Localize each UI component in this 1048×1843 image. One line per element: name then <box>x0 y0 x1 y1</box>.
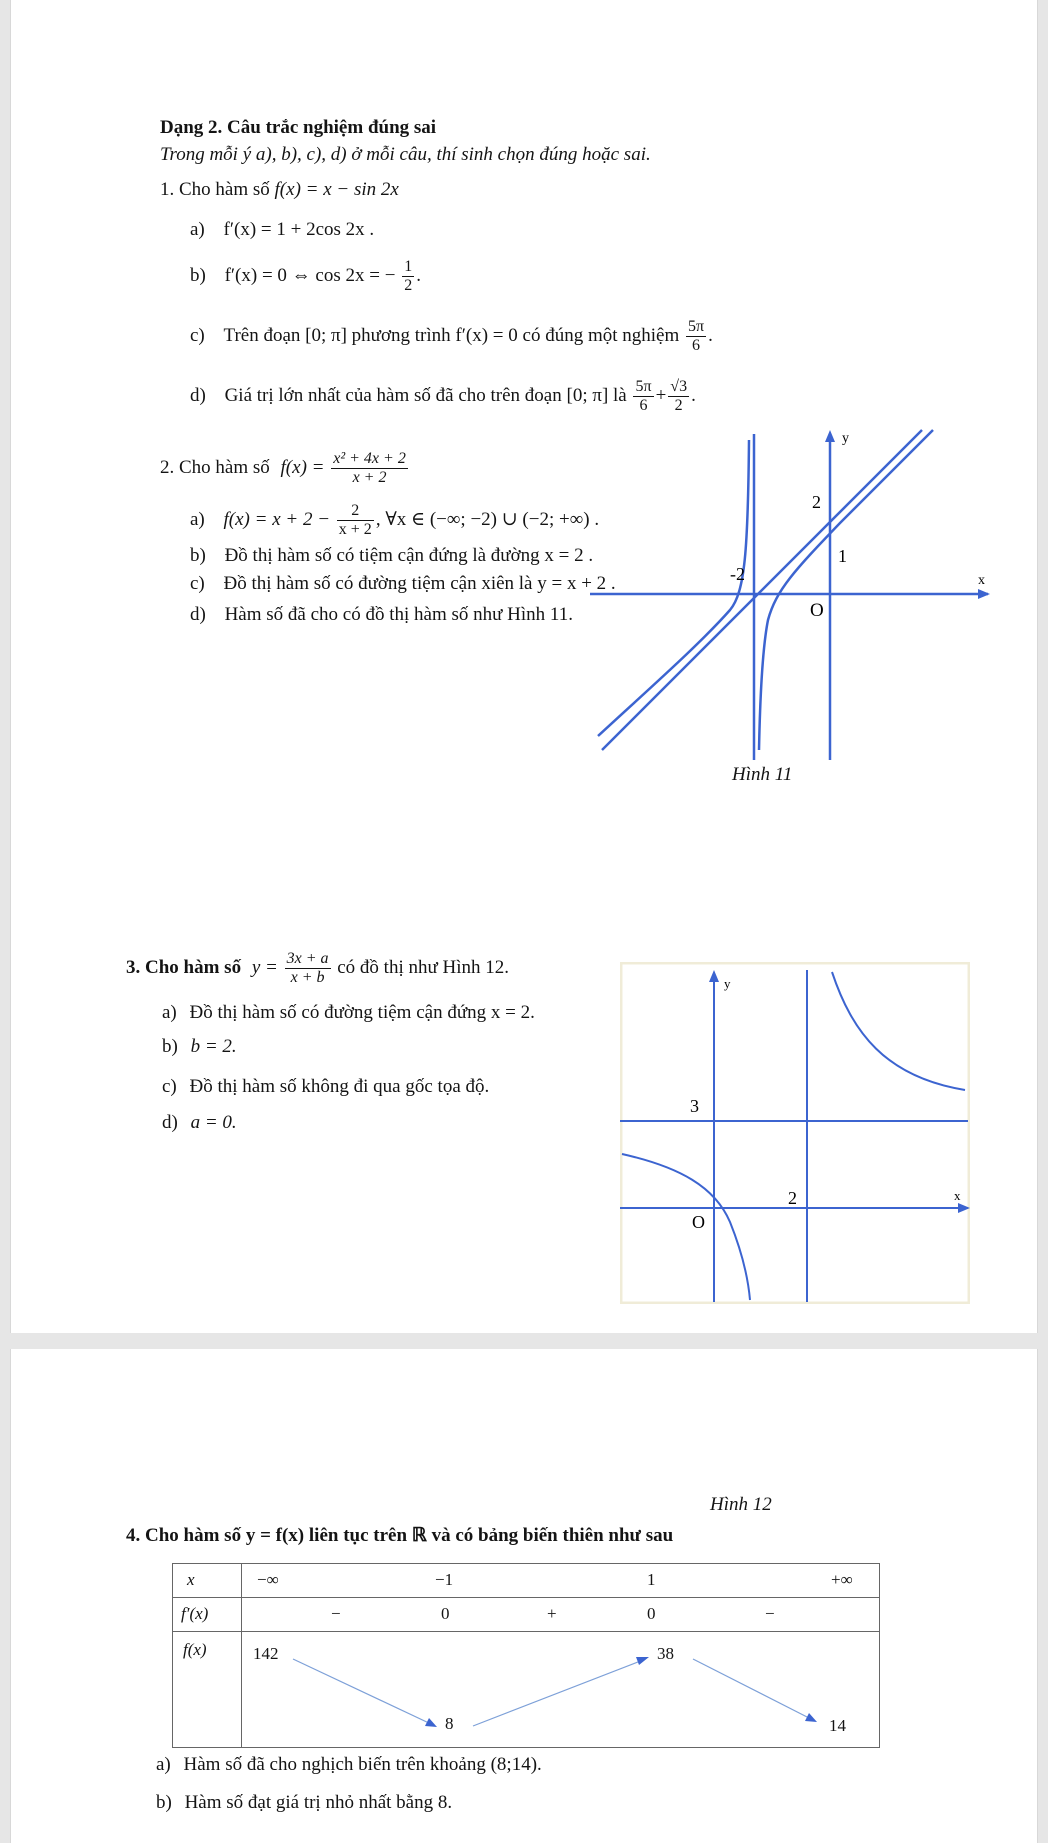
fig12-left-branch <box>622 1154 750 1300</box>
q4-b-text: Hàm số đạt giá trị nhỏ nhất bằng 8. <box>184 1792 453 1813</box>
q1-d-text: Giá trị lớn nhất của hàm số đã cho trên đoạn [0; π] là <box>224 384 627 406</box>
q3-option-d <box>162 1111 237 1135</box>
q1-b-label: b) <box>190 264 206 286</box>
q1-option-b: b) f′(x) = 0 ⇔ cos 2x = − $\frac{1}{2}$ . <box>190 258 421 294</box>
q1-option-d: d) Giá trị lớn nhất của hàm số đã cho trên đoạn [0; π] là $\frac{5\pi}{6}$ + $\frac{√3}{2}$ . <box>190 378 696 414</box>
q3-b-text: b = 2. <box>190 1036 237 1057</box>
vt-header-x: x <box>187 1570 195 1589</box>
q3-b-label: b) <box>162 1036 178 1057</box>
fig12-y-arrow <box>709 970 719 982</box>
q2-func-lhs: f(x) = <box>280 456 325 478</box>
vt-header-fp: f′(x) <box>181 1604 209 1623</box>
q2-d-label: d) <box>190 604 206 625</box>
vt-arrowhead-3 <box>805 1713 817 1722</box>
q1-c-num: 5π <box>688 318 705 335</box>
q3-intro-tail: có đồ thị như Hình 12. <box>337 956 510 978</box>
q4-a-text: Hàm số đã cho nghịch biến trên khoảng (8;14). <box>183 1754 542 1775</box>
q4-a-label: a) <box>156 1754 171 1775</box>
vt-sign-zero-2: 0 <box>647 1604 656 1623</box>
fig11-slant-asymptote <box>602 430 922 750</box>
q2-a-den: x + 2 <box>338 521 372 538</box>
q3-option-b <box>162 1035 237 1059</box>
q2-func-num: x² + 4x + 2 <box>333 450 406 467</box>
q1-b-text: f′(x) = 0 ⇔ cos 2x = − <box>224 264 396 286</box>
q3-d-label: d) <box>162 1112 178 1133</box>
fig11-caption: Hình 11 <box>732 764 793 785</box>
q3-c-label: c) <box>162 1076 177 1097</box>
vt-x-neg1: −1 <box>435 1570 454 1589</box>
fig12-label-2: 2 <box>788 1188 797 1208</box>
vt-f-14: 14 <box>829 1716 846 1735</box>
fig12-caption: Hình 12 <box>710 1494 772 1515</box>
section-title: Dạng 2. Câu trắc nghiệm đúng sai <box>160 117 437 138</box>
q4-option-b <box>156 1791 452 1815</box>
q1-option-c: c) Trên đoạn [0; π] phương trình f′(x) = 0 có đúng một nghiệm $\frac{5\pi}{6}$ . <box>190 318 713 354</box>
fig11-right-branch <box>759 430 933 750</box>
q4-option-a <box>156 1753 542 1777</box>
q2-b-label: b) <box>190 545 206 566</box>
q3-intro-text: 3. Cho hàm số <box>126 956 242 978</box>
q2-func-fraction <box>331 450 408 487</box>
q2-func-den: x + 2 <box>352 469 387 486</box>
q3-d-text: a = 0. <box>190 1112 237 1133</box>
vt-arrow-down-2 <box>693 1659 811 1719</box>
q1-c-text: Trên đoạn [0; π] phương trình f′(x) = 0 có đúng một nghiệm <box>223 324 680 346</box>
q3-option-a <box>162 1001 535 1025</box>
vt-sign-1: − <box>331 1604 341 1623</box>
fig11-y-arrow <box>825 430 835 442</box>
vt-header-f: f(x) <box>183 1640 207 1659</box>
q2-d-text: Hàm số đã cho có đồ thị hàm số như Hình 11. <box>224 604 573 625</box>
q2-option-d <box>190 603 573 627</box>
fig12-label-origin: O <box>692 1212 705 1232</box>
q3-func-den: x + b <box>290 969 325 986</box>
q1-c-fraction <box>686 318 706 355</box>
vt-f-8: 8 <box>445 1714 454 1733</box>
figure-11 <box>590 420 1000 760</box>
q3-a-label: a) <box>162 1002 177 1023</box>
vt-f-38: 38 <box>657 1644 674 1663</box>
fig11-label-2: 2 <box>812 492 821 512</box>
fig11-label-origin: O <box>810 600 824 621</box>
vt-arrowhead-1 <box>425 1718 437 1727</box>
fig11-label-1: 1 <box>838 546 847 566</box>
vt-arrow-down-1 <box>293 1659 431 1724</box>
q2-c-text: Đồ thị hàm số có đường tiệm cận xiên là y = x + 2 . <box>223 573 616 594</box>
vt-x-1: 1 <box>647 1570 656 1589</box>
vt-sign-3: − <box>765 1604 775 1623</box>
q2-intro-text: 2. Cho hàm số <box>160 456 270 478</box>
section-instructions: Trong mỗi ý a), b), c), d) ở mỗi câu, thí sinh chọn đúng hoặc sai. <box>160 144 651 165</box>
q3-intro <box>126 950 509 987</box>
q2-c-label: c) <box>190 573 205 594</box>
q2-a-fraction <box>337 502 374 539</box>
q3-func-fraction <box>285 950 331 987</box>
fig11-left-branch <box>598 440 749 736</box>
q1-b-den: 2 <box>404 277 413 294</box>
q2-option-c <box>190 572 616 596</box>
q1-c-label: c) <box>190 324 205 346</box>
q2-a-num: 2 <box>337 502 374 521</box>
vt-f-142: 142 <box>253 1644 279 1663</box>
q1-intro <box>160 178 399 202</box>
q3-option-c <box>162 1075 489 1099</box>
q3-func-lhs: y = <box>251 956 278 978</box>
q3-a-text: Đồ thị hàm số có đường tiệm cận đứng x = 2. <box>189 1002 535 1023</box>
q2-option-a <box>190 502 599 539</box>
variation-table <box>172 1563 880 1748</box>
q2-option-b <box>190 544 593 568</box>
q2-a-post: , ∀x ∈ (−∞; −2) ∪ (−2; +∞) . <box>375 508 600 530</box>
q2-a-label: a) <box>190 508 205 530</box>
fig12-frame <box>621 963 969 1303</box>
vt-x-pos-inf: +∞ <box>831 1570 853 1589</box>
vt-sign-zero-1: 0 <box>441 1604 450 1623</box>
q1-d-num1: 5π <box>635 378 652 395</box>
q1-a-text: f′(x) = 1 + 2cos 2x . <box>223 219 375 240</box>
fig11-label-x: x <box>978 573 985 588</box>
q1-d-fraction-1 <box>633 378 653 415</box>
q1-c-den: 6 <box>692 337 701 354</box>
q2-intro <box>160 450 410 487</box>
fig11-label-y: y <box>842 431 849 446</box>
q4-b-label: b) <box>156 1792 172 1813</box>
q3-c-text: Đồ thị hàm số không đi qua gốc tọa độ. <box>189 1076 490 1097</box>
q1-d-num2: √3 <box>670 378 688 395</box>
vt-arrows <box>173 1564 881 1749</box>
q1-d-label: d) <box>190 384 206 406</box>
q3-func-num: 3x + a <box>286 950 329 967</box>
q2-a-pre: f(x) = x + 2 − <box>223 508 331 530</box>
figure-12 <box>620 962 970 1304</box>
q1-d-den2: 2 <box>674 397 683 414</box>
q1-a-label: a) <box>190 219 205 240</box>
fig11-x-arrow <box>978 589 990 599</box>
q1-d-fraction-2 <box>668 378 689 415</box>
q1-intro-text: 1. Cho hàm số <box>160 179 270 200</box>
fig12-label-y: y <box>724 976 731 991</box>
q1-b-fraction <box>402 258 414 295</box>
fig12-right-branch <box>832 972 965 1090</box>
q1-d-den1: 6 <box>639 397 648 414</box>
q1-b-num: 1 <box>404 258 413 275</box>
vt-sign-2: + <box>547 1604 557 1623</box>
q1-option-a <box>190 218 374 242</box>
fig12-label-3: 3 <box>690 1096 699 1116</box>
vt-arrow-up <box>473 1660 643 1726</box>
vt-x-neg-inf: −∞ <box>257 1570 279 1589</box>
q2-b-text: Đồ thị hàm số có tiệm cận đứng là đường x = 2 . <box>224 545 594 566</box>
q1-function: f(x) = x − sin 2x <box>274 179 399 200</box>
vt-arrowhead-2 <box>636 1657 649 1665</box>
q4-intro: 4. Cho hàm số y = f(x) liên tục trên ℝ và có bảng biến thiên như sau <box>126 1525 674 1546</box>
q1-d-plus: + <box>655 384 667 406</box>
fig11-label-neg2: -2 <box>730 564 745 584</box>
fig12-label-x: x <box>954 1188 961 1203</box>
